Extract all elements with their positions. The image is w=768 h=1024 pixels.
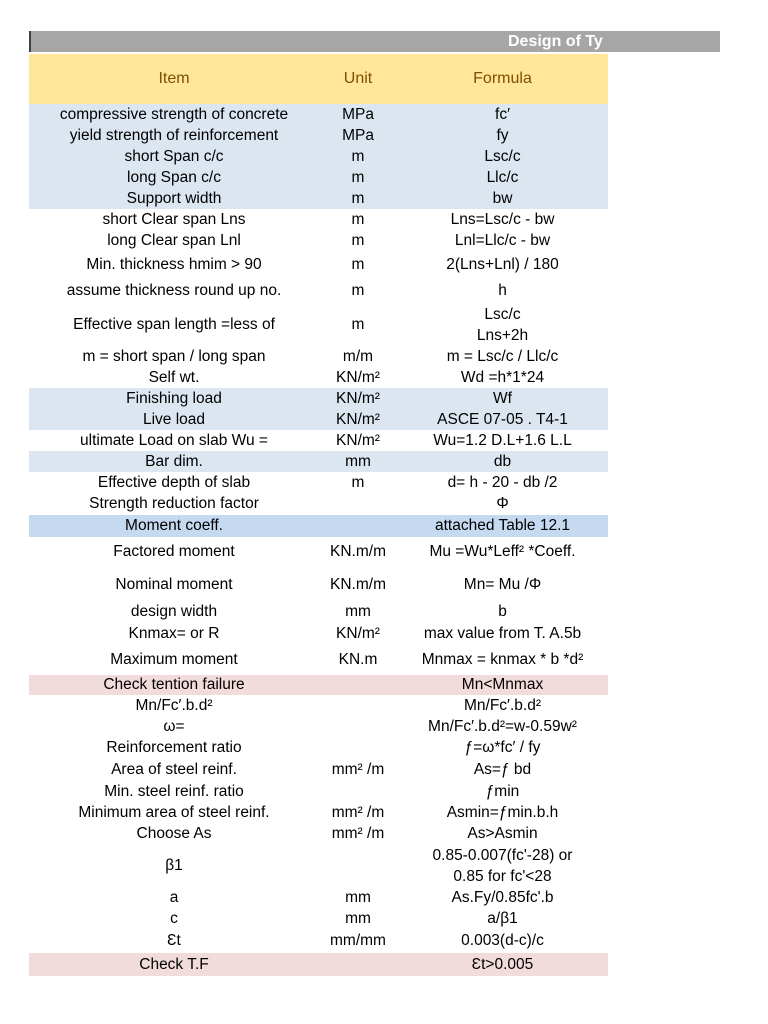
cell-item: short Span c/c [124, 147, 224, 165]
cell-unit [319, 781, 397, 802]
cell-unit: KN/m² [336, 624, 380, 642]
cell-unit [319, 845, 397, 887]
cell-unit: mm² /m [331, 803, 385, 821]
table-row [29, 537, 608, 567]
cell-item: Moment coeff. [125, 517, 223, 534]
table-row [29, 367, 608, 388]
cell-item: m = short span / long span [82, 347, 266, 365]
table-row [29, 167, 608, 188]
cell-item: Support width [126, 189, 222, 207]
table-row [29, 845, 608, 887]
cell-item: long Clear span Lnl [107, 231, 241, 249]
cell-formula: As=ƒ bd [473, 761, 532, 778]
cell-unit: mm² /m [331, 825, 385, 842]
cell-unit: mm/mm [330, 931, 386, 949]
cell-unit: m [351, 189, 365, 207]
cell-formula [397, 304, 608, 346]
cell-unit: m [351, 255, 365, 273]
cell-unit: m [351, 316, 365, 333]
cell-item: Reinforcement ratio [106, 739, 242, 756]
cell-item: design width [130, 603, 218, 620]
cell-formula: b [498, 603, 507, 620]
cell-formula: Asmin=ƒmin.b.h [446, 803, 559, 821]
table-row [29, 887, 608, 908]
table-row [29, 346, 608, 367]
cell-formula: Lnl=Llc/c - bw [454, 231, 551, 249]
table-row [29, 929, 608, 952]
table-row [29, 430, 608, 451]
table-row [29, 695, 608, 716]
cell-item: compressive strength of concrete [59, 105, 289, 123]
cell-item: ultimate Load on slab Wu = [80, 431, 268, 449]
table-row [29, 451, 608, 472]
table-row [29, 251, 608, 278]
table-row [29, 737, 608, 759]
table-row [29, 802, 608, 823]
cell-unit: KN/m² [336, 410, 380, 428]
cell-formula: attached Table 12.1 [434, 517, 571, 534]
cell-item: Choose As [136, 825, 212, 842]
cell-item: Min. thickness hmim > 90 [86, 255, 262, 273]
cell-item: Maximum moment [110, 651, 238, 668]
cell-formula: bw [492, 189, 513, 207]
cell-unit: mm [345, 603, 371, 620]
cell-unit: KN/m² [336, 431, 380, 449]
cell-unit: m [351, 168, 365, 186]
table-row [29, 781, 608, 802]
cell-item: Check tention failure [103, 676, 245, 693]
cell-item: ω= [163, 717, 185, 735]
sheet-title: Design of Ty [508, 33, 603, 50]
cell-item: c [170, 909, 178, 927]
table-row [29, 622, 608, 645]
table-row [29, 146, 608, 167]
cell-formula: Mn/Fc′.b.d²=w-0.59w² [428, 717, 577, 735]
cell-formula: Wd =h*1*24 [460, 368, 545, 386]
cell-unit: KN.m [338, 651, 378, 668]
cell-item: Strength reduction factor [89, 495, 259, 512]
cell-unit: m [351, 282, 365, 299]
cell-formula: Mu =Wu*Leff² *Coeff. [429, 543, 576, 560]
title-bar [29, 31, 720, 52]
cell-item: Check T.F [139, 955, 209, 973]
cell-unit: KN/m² [336, 368, 380, 386]
cell-unit: mm [345, 888, 371, 906]
cell-formula: 2(Lns+Lnl) / 180 [446, 255, 559, 273]
cell-item: short Clear span Lns [102, 210, 246, 228]
cell-item: β1 [165, 857, 183, 874]
cell-unit: m [351, 147, 365, 165]
cell-unit: m [351, 473, 365, 491]
cell-formula: 0.003(d-c)/c [461, 931, 544, 949]
cell-formula: As>Asmin [467, 825, 538, 842]
table-row [29, 493, 608, 515]
table-row [29, 645, 608, 675]
cell-formula: Mnmax = knmax * b *d² [421, 651, 584, 668]
cell-formula: m = Lsc/c / Llc/c [446, 347, 559, 365]
cell-formula: fy [496, 126, 509, 144]
cell-formula: ASCE 07-05 . T4-1 [437, 410, 568, 428]
table-row [29, 125, 608, 146]
cell-item: Self wt. [148, 368, 200, 386]
cell-unit [319, 953, 397, 976]
table-row [29, 515, 608, 537]
cell-item: Ɛt [167, 931, 181, 949]
cell-unit [319, 675, 397, 695]
cell-formula: Φ [496, 495, 509, 512]
table-row [29, 908, 608, 929]
cell-item: long Span c/c [127, 168, 221, 186]
cell-formula: Wu=1.2 D.L+1.6 L.L [433, 431, 572, 449]
cell-formula: ƒ=ω*fc′ / fy [464, 739, 541, 756]
cell-item: Knmax= or R [128, 624, 220, 642]
cell-formula: db [493, 452, 512, 470]
cell-unit: KN/m² [336, 389, 380, 407]
cell-formula: Lsc/c [484, 147, 521, 165]
cell-item: a [169, 888, 179, 906]
cell-item: Mn/Fc′.b.d² [135, 696, 213, 714]
cell-unit [319, 695, 397, 716]
table-row [29, 823, 608, 845]
cell-formula: a/β1 [487, 909, 518, 927]
cell-unit: MPa [342, 126, 374, 144]
cell-formula: h [498, 282, 507, 299]
table-row [29, 304, 608, 346]
table-row [29, 230, 608, 251]
cell-item: Factored moment [113, 543, 235, 560]
cell-item: yield strength of reinforcement [69, 126, 279, 144]
formula-line: 0.85 for fc'<28 [453, 868, 552, 885]
cell-formula [397, 845, 608, 887]
table-row [29, 675, 608, 695]
cell-unit: KN.m/m [330, 543, 386, 560]
formula-line: Lns+2h [476, 327, 529, 344]
header-item: Item [158, 70, 190, 87]
cell-unit [319, 737, 397, 759]
table-row [29, 567, 608, 602]
cell-formula: max value from T. A.5b [423, 624, 582, 642]
table-row [29, 602, 608, 622]
cell-unit: MPa [342, 105, 374, 123]
cell-formula: Wf [493, 389, 512, 407]
table-row [29, 953, 608, 976]
cell-unit [319, 716, 397, 737]
cell-item: Min. steel reinf. ratio [104, 782, 244, 800]
cell-unit: m [351, 210, 365, 228]
cell-item: Finishing load [126, 389, 222, 407]
table-row [29, 188, 608, 209]
cell-formula: Lns=Lsc/c - bw [450, 210, 555, 228]
cell-unit: mm [345, 452, 371, 470]
table-row [29, 278, 608, 304]
cell-formula: fc′ [495, 105, 510, 123]
cell-item: assume thickness round up no. [66, 282, 282, 299]
cell-unit: m [351, 231, 365, 249]
cell-formula: d= h - 20 - db /2 [447, 473, 558, 491]
cell-formula: Mn<Mnmax [461, 676, 544, 693]
cell-unit [319, 515, 397, 537]
cell-unit [319, 493, 397, 515]
cell-formula: Llc/c [486, 168, 519, 186]
cell-unit: m/m [342, 347, 374, 365]
cell-item: Nominal moment [115, 575, 233, 593]
cell-formula: Ɛt>0.005 [471, 955, 534, 973]
formula-line: 0.85-0.007(fc'-28) or [432, 847, 573, 864]
table-row [29, 388, 608, 409]
cell-item: Effective depth of slab [97, 473, 251, 491]
cell-item: Minimum area of steel reinf. [78, 803, 270, 821]
cell-item: Bar dim. [145, 452, 203, 470]
table-row [29, 759, 608, 781]
table-row [29, 409, 608, 430]
table-row [29, 104, 608, 125]
table-header [29, 54, 608, 104]
cell-item: Effective span length =less of [73, 316, 275, 333]
table-row [29, 716, 608, 737]
formula-line: Lsc/c [484, 306, 521, 323]
table-row [29, 209, 608, 230]
cell-item: Area of steel reinf. [111, 761, 237, 778]
cell-formula: Mn= Mu /Φ [463, 575, 542, 593]
header-unit: Unit [343, 70, 373, 87]
table-row [29, 472, 608, 493]
cell-formula: Mn/Fc′.b.d² [464, 696, 541, 714]
cell-formula: As.Fy/0.85fc'.b [451, 888, 554, 906]
cell-unit: mm² /m [331, 761, 385, 778]
cell-unit: KN.m/m [330, 575, 386, 593]
cell-formula: ƒmin [485, 782, 520, 800]
cell-unit: mm [345, 909, 371, 927]
cell-item: Live load [142, 410, 206, 428]
header-formula: Formula [473, 70, 532, 87]
